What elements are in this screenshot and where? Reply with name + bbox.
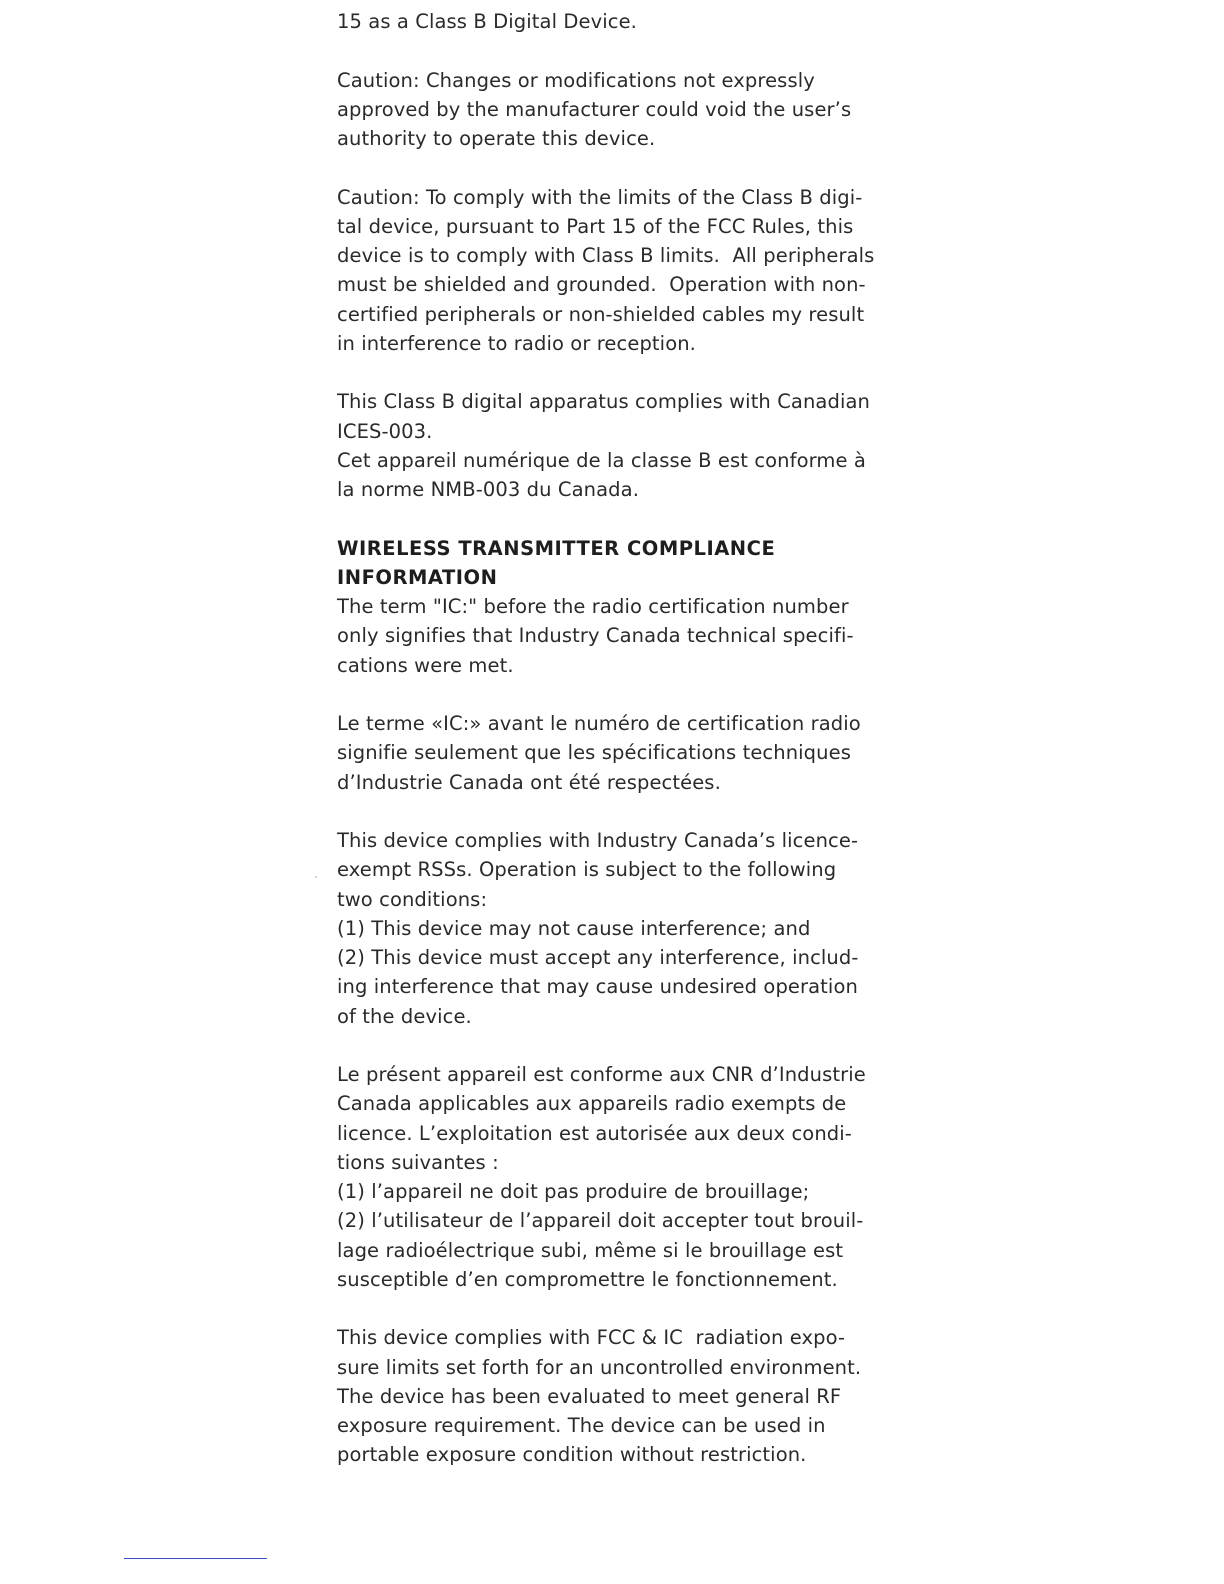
text-line: This device complies with FCC & IC radiation expo- (337, 1326, 846, 1350)
text-line: (1) This device may not cause interference; and (337, 916, 811, 940)
paragraph-class-b-intro (337, 7, 907, 36)
text-line: Cet appareil numérique de la classe B est conforme à (337, 448, 866, 472)
text-line: ing interference that may cause undesired operation (337, 975, 858, 999)
text-line: lage radioélectrique subi, même si le brouillage est (337, 1238, 844, 1262)
text-line: d’Industrie Canada ont été respectées. (337, 770, 721, 794)
text-line: la norme NMB-003 du Canada. (337, 478, 639, 501)
paragraph-rss-conditions (337, 826, 907, 1031)
text-line: signifie seulement que les spécifications techniques (337, 741, 851, 765)
section-heading: WIRELESS TRANSMITTER COMPLIANCE (337, 536, 776, 560)
text-line: (1) l’appareil ne doit pas produire de brouillage; (337, 1180, 810, 1203)
text-line: Canada applicables aux appareils radio exempts de (337, 1092, 847, 1116)
paragraph-gap (337, 153, 907, 182)
paragraph-caution-class-b-limits (337, 183, 907, 359)
text-line: in interference to radio or reception. (337, 331, 696, 355)
text-line: of the device. (337, 1004, 472, 1028)
paragraph-caution-modifications (337, 66, 907, 154)
text-line: 15 as a Class B Digital Device. (337, 10, 637, 33)
footnote-rule (124, 1558, 267, 1559)
text-column (337, 7, 907, 1470)
paragraph-gap (337, 680, 907, 709)
text-line: must be shielded and grounded. Operation with non- (337, 273, 866, 297)
text-line: Le présent appareil est conforme aux CNR d’Industrie (337, 1063, 866, 1086)
text-line: Caution: Changes or modifications not expressly (337, 68, 815, 92)
text-line: (2) l’utilisateur de l’appareil doit accepter tout brouil- (337, 1209, 864, 1233)
paragraph-rf-exposure (337, 1323, 907, 1469)
text-line: device is to comply with Class B limits. All peripherals (337, 244, 875, 267)
paragraph-gap (337, 1294, 907, 1323)
section-wireless-compliance (337, 534, 907, 680)
paragraph-gap (337, 358, 907, 387)
paragraph-gap (337, 797, 907, 826)
text-line: approved by the manufacturer could void the user’s (337, 97, 852, 121)
text-line: This device complies with Industry Canada’s licence- (337, 829, 859, 852)
paragraph-gap (337, 1031, 907, 1060)
text-line: Le terme «IC:» avant le numéro de certification radio (337, 712, 861, 735)
text-line: exposure requirement. The device can be used in (337, 1414, 826, 1437)
text-line: two conditions: (337, 887, 488, 911)
text-line: certified peripherals or non-shielded cables my result (337, 302, 865, 326)
text-line: susceptible d’en compromettre le fonctionnement. (337, 1267, 838, 1291)
paragraph-canada-ices (337, 387, 907, 504)
text-line: licence. L’exploitation est autorisée aux deux condi- (337, 1121, 852, 1145)
text-line: (2) This device must accept any interference, includ- (337, 946, 859, 969)
text-line: This Class B digital apparatus complies with Canadian (337, 390, 870, 414)
text-line: The device has been evaluated to meet general RF (337, 1384, 842, 1408)
text-line: portable exposure condition without restriction. (337, 1443, 807, 1467)
paragraph-cnr-french (337, 1060, 907, 1294)
paragraph-ic-french (337, 709, 907, 797)
section-heading: INFORMATION (337, 565, 498, 589)
text-line: tal device, pursuant to Part 15 of the FCC Rules, this (337, 214, 854, 238)
text-line: sure limits set forth for an uncontrolled environment. (337, 1355, 862, 1379)
paragraph-gap (337, 36, 907, 65)
scan-artifact-dot (315, 876, 317, 878)
paragraph-gap (337, 504, 907, 533)
text-line: only signifies that Industry Canada technical specifi- (337, 624, 854, 648)
text-line: The term "IC:" before the radio certification number (337, 595, 849, 618)
text-line: exempt RSSs. Operation is subject to the following (337, 858, 837, 882)
text-line: Caution: To comply with the limits of the Class B digi- (337, 185, 863, 209)
text-line: authority to operate this device. (337, 127, 656, 150)
text-line: tions suivantes : (337, 1150, 499, 1174)
text-line: cations were met. (337, 653, 514, 677)
text-line: ICES-003. (337, 419, 433, 443)
